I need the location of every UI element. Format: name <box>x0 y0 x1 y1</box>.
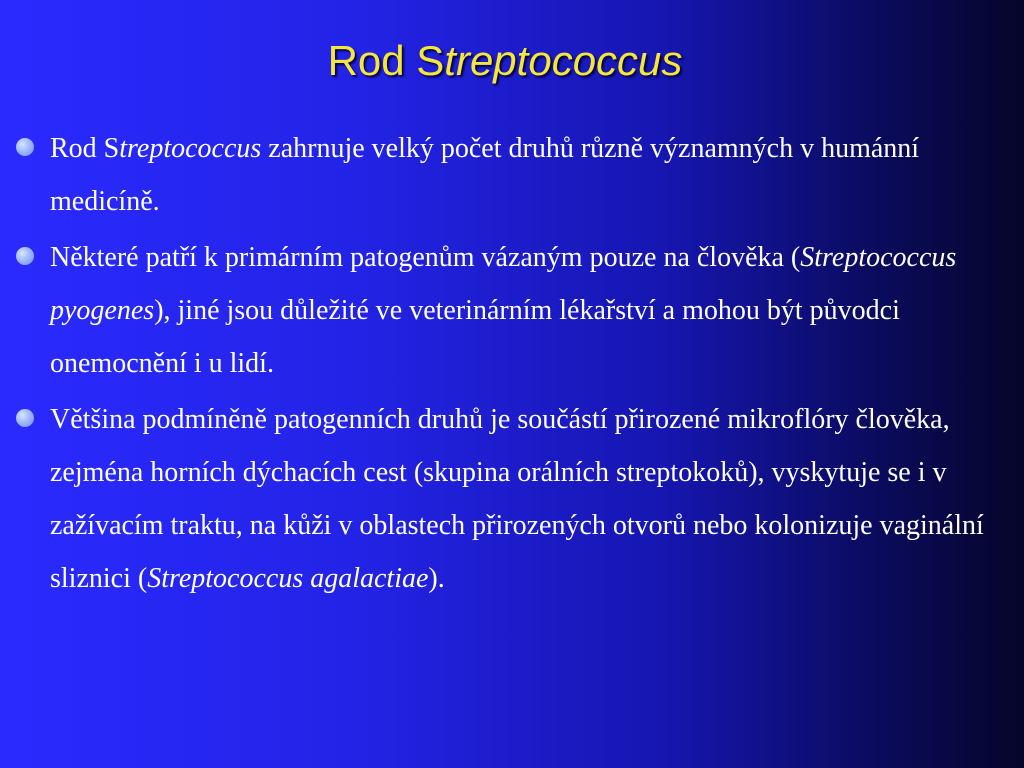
bullet-text: ), jiné jsou důležité ve veterinárním lékařství a mohou být původci onemocnění i u lidí. <box>50 295 900 379</box>
bullet-item-microflora <box>14 393 1004 605</box>
bullet-italic-text: Streptococcus agalactiae <box>147 563 429 594</box>
bullet-text: zahrnuje velký počet druhů různě významných v humánní medicíně. <box>50 133 920 217</box>
bullet-item-pathogens <box>14 231 1004 390</box>
bullet-dot-icon <box>16 247 34 265</box>
bullet-text: Rod S <box>50 133 120 164</box>
bullet-text: Většina podmíněně patogenních druhů je součástí přirozené mikroflóry člověka, zejména horních dýchacích cest (skupina orálních streptokoků), vyskytuje se i v zažívacím traktu, na kůži v oblastech přirozených otvorů nebo kolonizuje vaginální sliznici ( <box>50 404 984 594</box>
bullet-item-genus <box>14 122 1004 228</box>
slide-title-italic: treptococcus <box>444 37 683 84</box>
bullet-italic-text: treptococcus <box>119 133 262 164</box>
bullet-italic-text: Streptococcus pyogenes <box>50 242 957 326</box>
bullet-text: ). <box>428 563 445 594</box>
bullet-text: Některé patří k primárním patogenům vázaným pouze na člověka ( <box>50 242 801 273</box>
bullet-dot-icon <box>16 138 34 156</box>
slide-title <box>0 38 1010 84</box>
slide-title-prefix: Rod S <box>327 37 445 84</box>
bullet-list <box>14 122 1004 608</box>
bullet-dot-icon <box>16 409 34 427</box>
